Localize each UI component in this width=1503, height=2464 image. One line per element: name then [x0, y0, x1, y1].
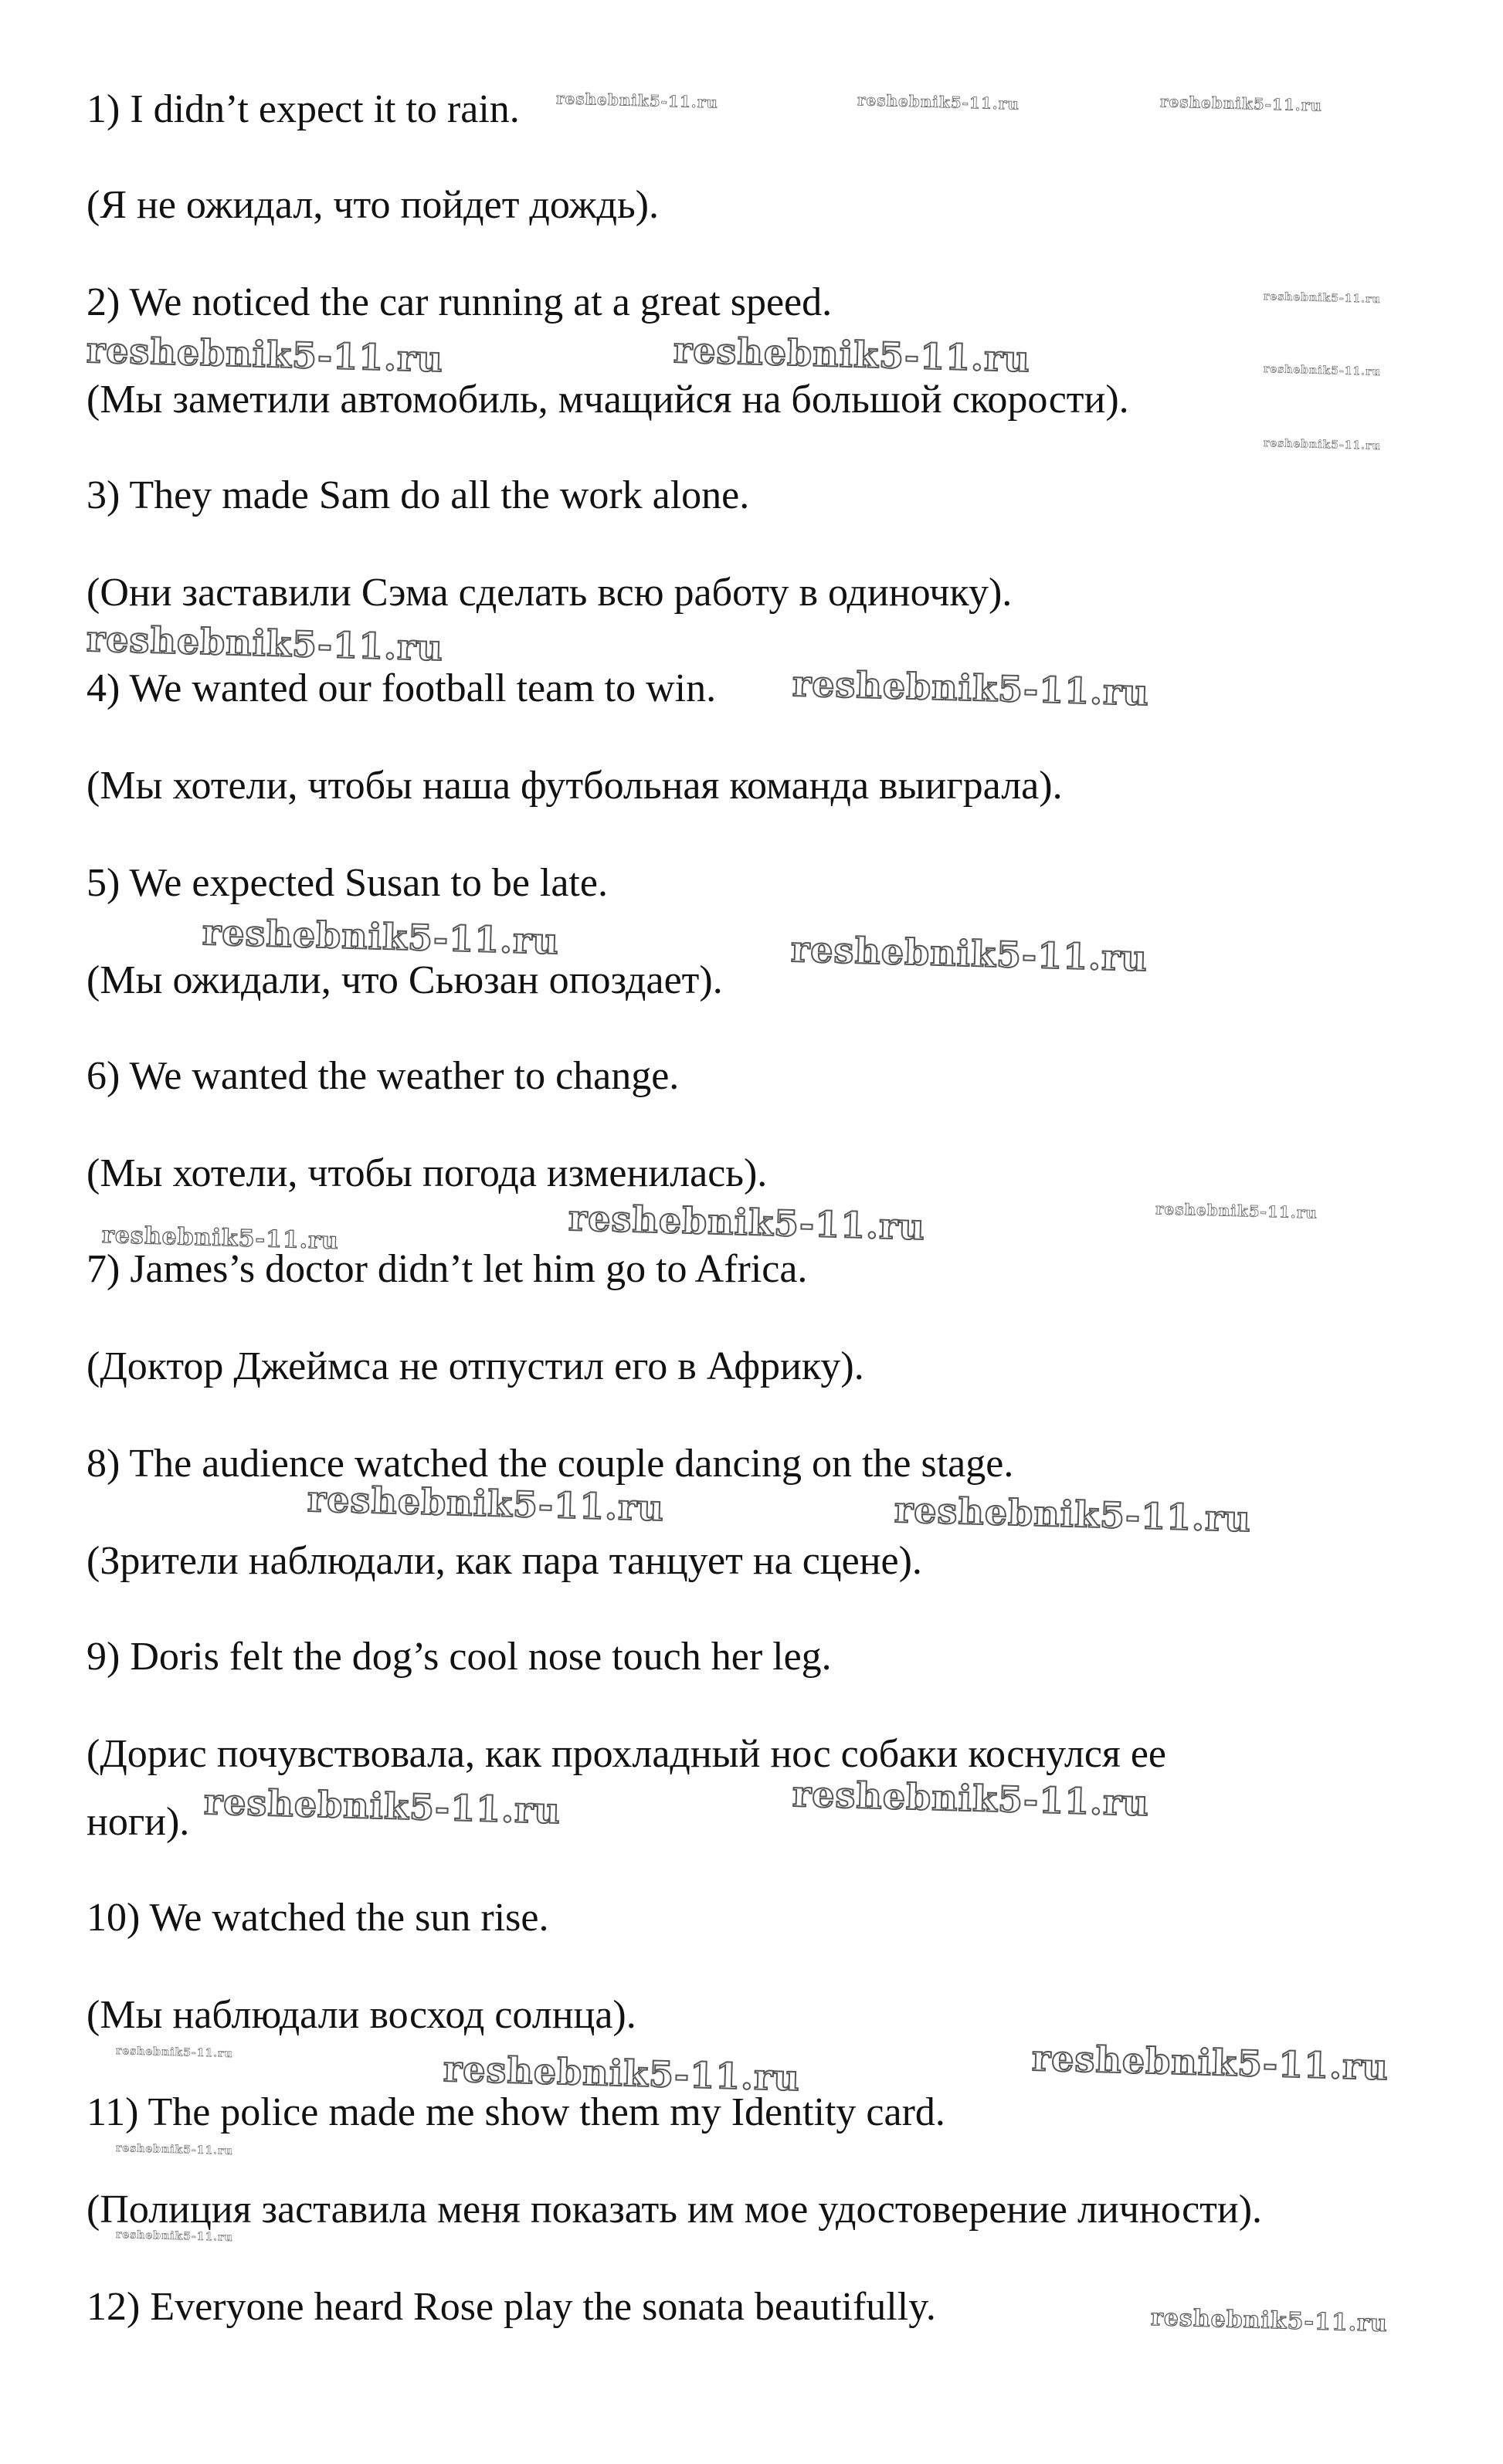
watermark: reshebnik5-11.ru: [673, 328, 1031, 381]
sentence-7-russian: (Доктор Джеймса не отпустил его в Африку).: [87, 1344, 864, 1388]
watermark: reshebnik5-11.ru: [1263, 437, 1381, 452]
sentence-1-english: 1) I didn’t expect it to rain.: [87, 87, 520, 131]
sentence-12-english: 12) Everyone heard Rose play the sonata beautifully.: [87, 2285, 936, 2329]
sentence-9-english: 9) Doris felt the dog’s cool nose touch her leg.: [87, 1635, 832, 1679]
sentence-9-russian-continued: ноги).: [87, 1800, 190, 1844]
watermark: reshebnik5-11.ru: [86, 617, 444, 669]
watermark: reshebnik5-11.ru: [792, 662, 1150, 714]
sentence-11-russian: (Полиция заставила меня показать им мое удостоверение личности).: [87, 2188, 1263, 2232]
watermark: reshebnik5-11.ru: [1263, 290, 1381, 306]
watermark: reshebnik5-11.ru: [1155, 1199, 1318, 1222]
watermark: reshebnik5-11.ru: [115, 2045, 233, 2060]
watermark: reshebnik5-11.ru: [894, 1488, 1252, 1540]
sentence-10-russian: (Мы наблюдали восход солнца).: [87, 1993, 636, 2037]
watermark: reshebnik5-11.ru: [568, 1196, 926, 1249]
watermark: reshebnik5-11.ru: [1031, 2036, 1389, 2089]
sentence-1-russian: (Я не ожидал, что пойдет дождь).: [87, 183, 659, 227]
watermark: reshebnik5-11.ru: [857, 90, 1020, 114]
sentence-6-english: 6) We wanted the weather to change.: [87, 1054, 680, 1098]
watermark: reshebnik5-11.ru: [555, 89, 719, 112]
sentence-9-russian: (Дорис почувствовала, как прохладный нос собаки коснулся ее: [87, 1732, 1167, 1776]
watermark: reshebnik5-11.ru: [443, 2047, 801, 2100]
sentence-5-russian: (Мы ожидали, что Сьюзан опоздает).: [87, 958, 723, 1002]
sentence-4-english: 4) We wanted our football team to win.: [87, 666, 717, 710]
watermark: reshebnik5-11.ru: [86, 328, 444, 381]
sentence-11-english: 11) The police made me show them my Identity card.: [87, 2090, 945, 2134]
sentence-8-english: 8) The audience watched the couple dancing on the stage.: [87, 1442, 1014, 1486]
sentence-4-russian: (Мы хотели, чтобы наша футбольная команда выиграла).: [87, 764, 1063, 808]
sentence-3-russian: (Они заставили Сэма сделать всю работу в одиночку).: [87, 571, 1013, 615]
watermark: reshebnik5-11.ru: [1159, 92, 1323, 115]
watermark: reshebnik5-11.ru: [101, 1221, 340, 1256]
sentence-7-english: 7) James’s doctor didn’t let him go to Africa.: [87, 1247, 808, 1291]
watermark: reshebnik5-11.ru: [203, 1780, 562, 1832]
watermark: reshebnik5-11.ru: [307, 1477, 665, 1530]
sentence-2-english: 2) We noticed the car running at a great speed.: [87, 280, 833, 324]
watermark: reshebnik5-11.ru: [115, 2142, 233, 2157]
watermark: reshebnik5-11.ru: [792, 1772, 1150, 1825]
sentence-3-english: 3) They made Sam do all the work alone.: [87, 473, 750, 517]
sentence-5-english: 5) We expected Susan to be late.: [87, 861, 608, 905]
sentence-2-russian: (Мы заметили автомобиль, мчащийся на большой скорости).: [87, 378, 1129, 422]
sentence-10-english: 10) We watched the sun rise.: [87, 1896, 549, 1940]
sentence-8-russian: (Зрители наблюдали, как пара танцует на сцене).: [87, 1539, 922, 1583]
sentence-6-russian: (Мы хотели, чтобы погода изменилась).: [87, 1151, 768, 1195]
watermark: reshebnik5-11.ru: [790, 927, 1148, 980]
watermark: reshebnik5-11.ru: [1263, 363, 1381, 378]
watermark: reshebnik5-11.ru: [115, 2228, 233, 2244]
watermark: reshebnik5-11.ru: [202, 910, 560, 963]
watermark: reshebnik5-11.ru: [1150, 2303, 1389, 2338]
